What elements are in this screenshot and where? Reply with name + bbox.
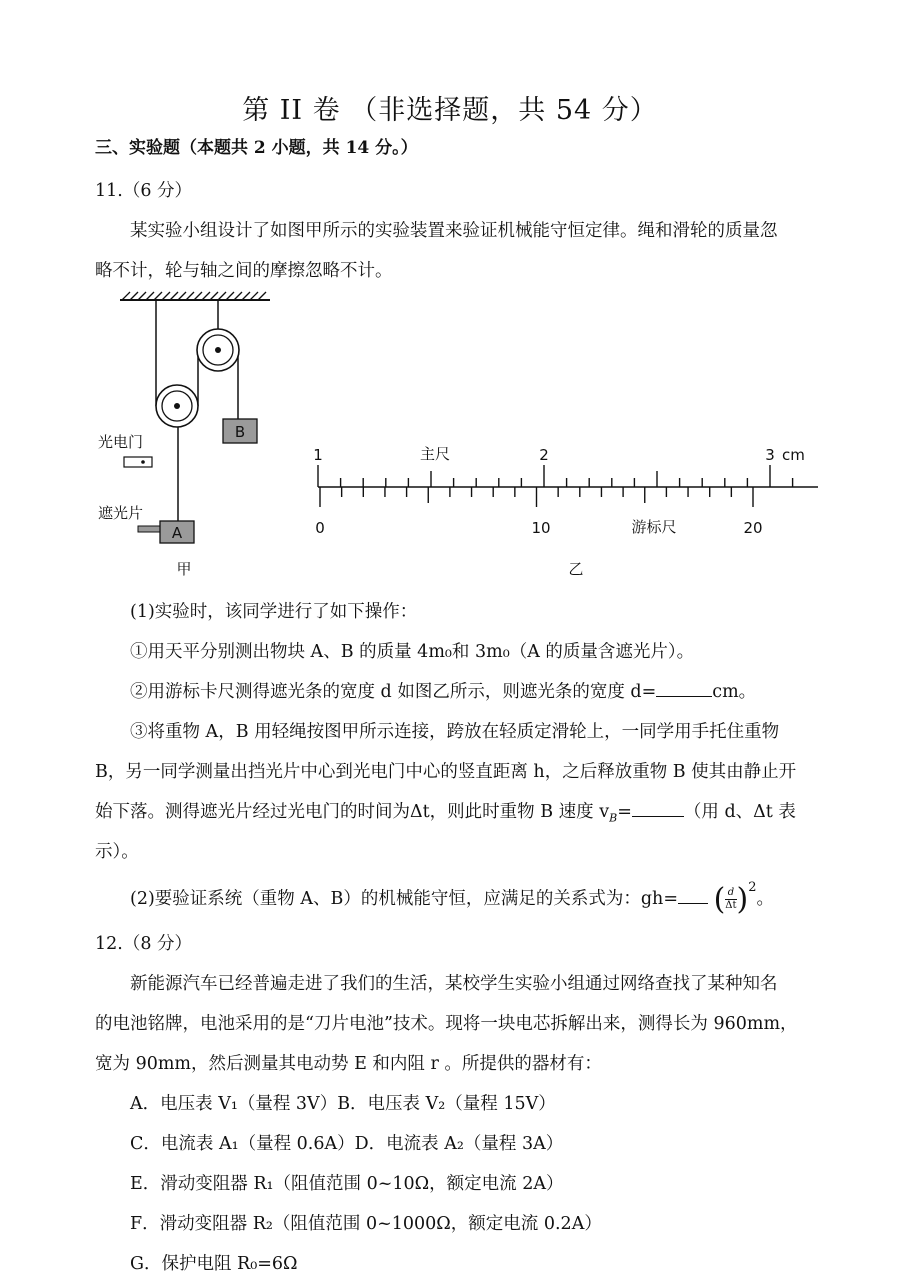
- right-paren: ): [736, 882, 749, 917]
- main-scale-label: 主尺: [419, 445, 451, 463]
- q11-step1b-text: ②用游标卡尺测得遮光条的宽度 d 如图乙所示，则遮光条的宽度 d=: [130, 682, 657, 702]
- block-a-label: A: [171, 524, 183, 542]
- q11-step1c-line2: B，另一同学测量出挡光片中心到光电门中心的竖直距离 h，之后释放重物 B 使其由静止开: [95, 762, 797, 782]
- q12-option-a-b: A．电压表 V₁（量程 3V）B．电压表 V₂（量程 15V）: [130, 1094, 556, 1114]
- q11-intro-line2: 略不计，轮与轴之间的摩擦忽略不计。: [95, 261, 393, 281]
- q11-step2-text: (2)要验证系统（重物 A、B）的机械能守恒，应满足的关系式为：gh=: [130, 889, 678, 909]
- main-number-1: 1: [313, 446, 323, 464]
- q11-step1c-tail: （用 d、Δt 表: [683, 802, 796, 822]
- q11-step1: (1)实验时，该同学进行了如下操作：: [130, 602, 418, 622]
- section-heading: 三、实验题（本题共 2 小题，共 14 分。）: [95, 138, 418, 158]
- q11-step1c-line3: 始下落。测得遮光片经过光电门的时间为Δt，则此时重物 B 速度 $v_B=$ （用 d、Δt 表: [95, 802, 796, 825]
- page-title: 第 II 卷 （非选择题，共 54 分）: [242, 95, 658, 126]
- fraction-denominator: Δt: [725, 900, 737, 911]
- q12-option-c-d: C．电流表 A₁（量程 0.6A）D．电流表 A₂（量程 3A）: [130, 1134, 564, 1154]
- q12-option-g: G．保护电阻 R₀=6Ω: [130, 1254, 298, 1274]
- ceiling: [120, 292, 270, 300]
- main-number-2: 2: [539, 446, 549, 464]
- unit-label: cm: [782, 446, 805, 464]
- q11-step1c-line4: 示）。: [95, 842, 139, 862]
- q12-para-line1: 新能源汽车已经普遍走进了我们的生活，某校学生实验小组通过网络查找了某种知名: [130, 974, 778, 994]
- vb-subscript: B: [609, 811, 618, 825]
- shading-plate: [138, 526, 162, 532]
- q12-para-line2: 的电池铭牌，电池采用的是“刀片电池”技术。现将一块电芯拆解出来，测得长为 960mm，: [95, 1014, 798, 1034]
- figure-yi-caption: 乙: [568, 560, 584, 578]
- vernier-scale-ticks: [320, 487, 753, 507]
- q11-step1b: [130, 678, 756, 703]
- q12-option-f: F．滑动变阻器 R₂（阻值范围 0~1000Ω，额定电流 0.2A）: [130, 1214, 602, 1234]
- vernier-number-20: 20: [743, 519, 763, 537]
- q11-intro-line1: 某实验小组设计了如图甲所示的实验装置来验证机械能守恒定律。绳和滑轮的质量忽: [130, 221, 778, 241]
- q11-step2: [130, 882, 774, 917]
- answer-blank-width[interactable]: [656, 680, 712, 697]
- figure-jia-caption: 甲: [176, 560, 192, 578]
- answer-blank-vb[interactable]: [632, 800, 684, 817]
- vernier-scale-label: 游标尺: [631, 518, 677, 536]
- main-number-3: 3: [765, 446, 775, 464]
- q11-step2-end: 。: [756, 889, 775, 909]
- photogate-label: 光电门: [98, 433, 144, 451]
- answer-blank-coefficient[interactable]: [678, 887, 708, 904]
- figure-jia: [90, 290, 300, 590]
- block-b-label: B: [234, 423, 246, 441]
- q12-number: 12.（8 分）: [95, 934, 193, 954]
- fixed-pulley: [197, 329, 239, 371]
- q12-option-e: E．滑动变阻器 R₁（阻值范围 0~10Ω，额定电流 2A）: [130, 1174, 564, 1194]
- left-paren: (: [713, 882, 726, 917]
- q11-step1c-text: 始下落。测得遮光片经过光电门的时间为Δt，则此时重物 B 速度 v: [95, 802, 610, 822]
- vernier-number-0: 0: [315, 519, 325, 537]
- q11-step1b-unit: cm。: [712, 682, 757, 702]
- shading-plate-label: 遮光片: [98, 504, 144, 522]
- fraction-numerator: d: [727, 887, 735, 898]
- q11-step1c-line1: ③将重物 A，B 用轻绳按图甲所示连接，跨放在轻质定滑轮上，一同学用手托住重物: [130, 722, 780, 742]
- fraction-d-over-dt: [725, 887, 736, 912]
- q11-number: 11.（6 分）: [95, 181, 193, 201]
- q12-para-line3: 宽为 90mm，然后测量其电动势 E 和内阻 r 。所提供的器材有：: [95, 1054, 602, 1074]
- vernier-number-10: 10: [531, 519, 551, 537]
- q11-step1a: ①用天平分别测出物块 A、B 的质量 4m₀和 3m₀（A 的质量含遮光片）。: [130, 642, 695, 662]
- exponent: 2: [748, 880, 757, 896]
- main-scale-ticks: [318, 465, 793, 487]
- figure-yi: [300, 438, 830, 583]
- photogate-icon: [124, 457, 152, 467]
- movable-pulley: [156, 385, 198, 427]
